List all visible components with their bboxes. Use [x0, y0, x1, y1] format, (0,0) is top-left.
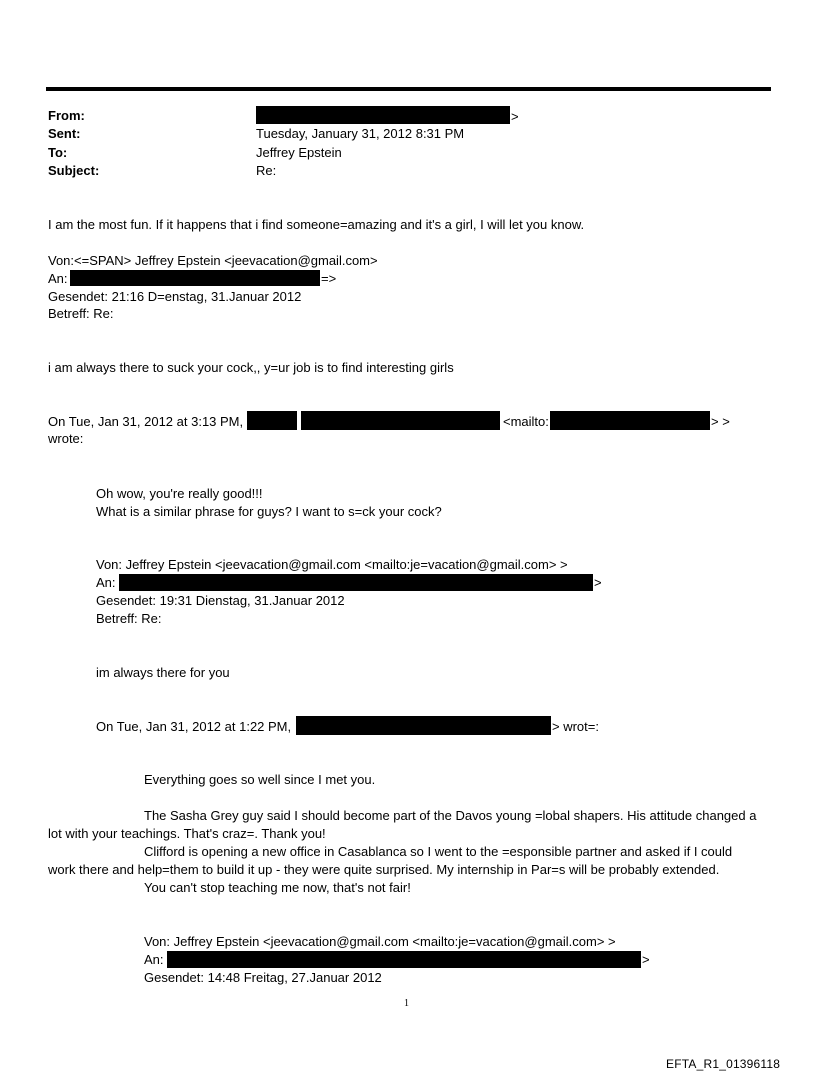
quote2-line-2: The Sasha Grey guy said I should become part of the Davos young =lobal shapers. His attitude changed a	[144, 808, 757, 823]
redacted-from	[256, 106, 510, 124]
on-line-1-prefix: On Tue, Jan 31, 2012 at 3:13 PM,	[48, 414, 244, 429]
to-label: To:	[48, 145, 68, 160]
gesendet-line-3: Gesendet: 14:48 Freitag, 27.Januar 2012	[144, 970, 382, 985]
quote1-line-2: What is a similar phrase for guys? I want to s=ck your cock?	[96, 504, 442, 519]
redacted-on-1a	[247, 411, 297, 430]
gesendet-line-2: Gesendet: 19:31 Dienstag, 31.Januar 2012	[96, 593, 345, 608]
on-line-2-prefix: On Tue, Jan 31, 2012 at 1:22 PM,	[96, 719, 292, 734]
redacted-an-2	[119, 574, 593, 591]
redacted-an-1	[70, 270, 320, 286]
quote2-line-1: Everything goes so well since I met you.	[144, 772, 376, 787]
redacted-an-3	[167, 951, 641, 968]
an-label-2: An:	[96, 575, 116, 590]
body-line-2: i am always there to suck your cock,, y=ur job is to find interesting girls	[48, 360, 454, 375]
on-line-1-mailto: <mailto:	[503, 414, 549, 429]
quote1-line-1: Oh wow, you're really good!!!	[96, 486, 263, 501]
redacted-on-1c	[550, 411, 710, 430]
quote2-line-3: lot with your teachings. That's craz=. Thank you!	[48, 826, 326, 841]
von-line-3: Von: Jeffrey Epstein <jeevacation@gmail.com <mailto:je=vacation@gmail.com> >	[144, 934, 616, 949]
an-suffix-2: >	[594, 575, 602, 590]
an-label-1: An:	[48, 271, 68, 286]
on-line-1-suffix: > >	[711, 414, 730, 429]
von-line-2: Von: Jeffrey Epstein <jeevacation@gmail.com <mailto:je=vacation@gmail.com> >	[96, 557, 568, 572]
quote2-line-6: You can't stop teaching me now, that's not fair!	[144, 880, 411, 895]
on-line-1-wrote: wrote:	[48, 431, 84, 446]
subject-value: Re:	[256, 163, 277, 178]
page-number: 1	[404, 998, 409, 1009]
an-suffix-3: >	[642, 952, 650, 967]
subject-label: Subject:	[48, 163, 100, 178]
von-line-1: Von:<=SPAN> Jeffrey Epstein <jeevacation@gmail.com>	[48, 253, 378, 268]
on-line-2-suffix: > wrot=:	[552, 719, 599, 734]
sent-label: Sent:	[48, 126, 81, 141]
gesendet-line-1: Gesendet: 21:16 D=enstag, 31.Januar 2012	[48, 289, 302, 304]
quote2-line-5: work there and help=them to build it up - they were quite surprised. My internship in Par=s will be probably extended.	[48, 862, 720, 877]
header-rule	[46, 87, 771, 91]
from-suffix: >	[511, 109, 519, 124]
redacted-on-2	[296, 716, 551, 735]
to-value: Jeffrey Epstein	[256, 145, 342, 160]
betreff-line-2: Betreff: Re:	[96, 611, 162, 626]
an-suffix-1: =>	[321, 271, 337, 286]
betreff-line-1: Betreff: Re:	[48, 306, 114, 321]
sent-value: Tuesday, January 31, 2012 8:31 PM	[256, 126, 465, 141]
quote1-line-3: im always there for you	[96, 665, 230, 680]
redacted-on-1b	[301, 411, 500, 430]
document-id: EFTA_R1_01396118	[666, 1057, 781, 1071]
quote2-line-4: Clifford is opening a new office in Casablanca so I went to the =esponsible partner and asked if I could	[144, 844, 733, 859]
an-label-3: An:	[144, 952, 164, 967]
from-label: From:	[48, 108, 85, 123]
body-line-1: I am the most fun. If it happens that i find someone=amazing and it's a girl, I will let you know.	[48, 217, 585, 232]
